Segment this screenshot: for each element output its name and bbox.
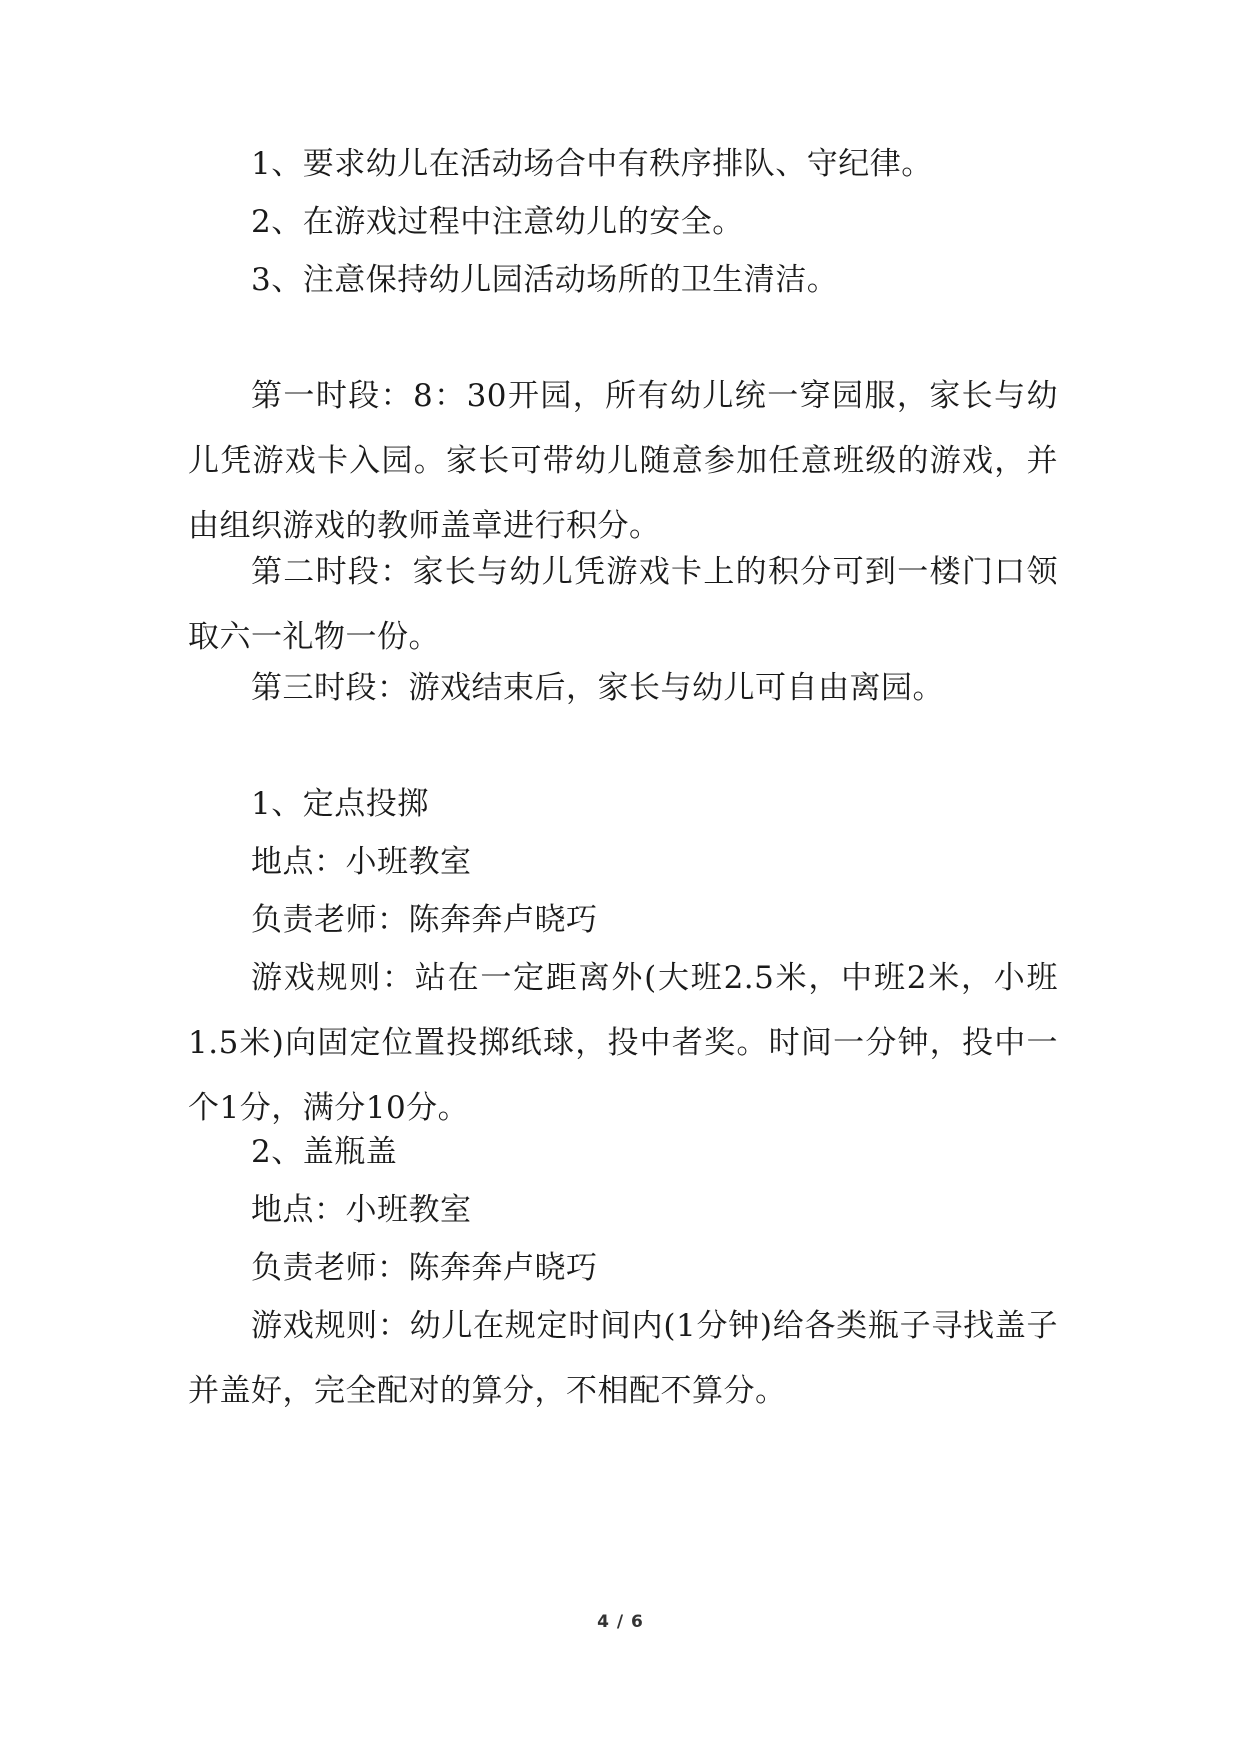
- game-1-title: 1、定点投掷: [251, 786, 429, 822]
- game-2-location: 地点：小班教室: [251, 1192, 472, 1228]
- game-2-teacher: 负责老师：陈奔奔卢晓巧: [251, 1250, 598, 1286]
- page-number: 4 / 6: [597, 1612, 644, 1632]
- schedule-period-3: 第三时段：游戏结束后，家长与幼儿可自由离园。: [251, 670, 944, 706]
- game-2-rules: 游戏规则：幼儿在规定时间内(1分钟)给各类瓶子寻找盖子并盖好，完全配对的算分，不相配不算分。: [188, 1308, 1058, 1409]
- requirement-3: 3、注意保持幼儿园活动场所的卫生清洁。: [251, 262, 839, 298]
- schedule-period-1: 第一时段：8：30开园，所有幼儿统一穿园服，家长与幼儿凭游戏卡入园。家长可带幼儿随意参加任意班级的游戏，并由组织游戏的教师盖章进行积分。: [188, 378, 1058, 544]
- game-2-title: 2、盖瓶盖: [251, 1134, 398, 1170]
- schedule-period-2: 第二时段：家长与幼儿凭游戏卡上的积分可到一楼门口领取六一礼物一份。: [188, 554, 1058, 655]
- game-1-location: 地点：小班教室: [251, 844, 472, 880]
- requirement-2: 2、在游戏过程中注意幼儿的安全。: [251, 204, 744, 240]
- game-1-teacher: 负责老师：陈奔奔卢晓巧: [251, 902, 598, 938]
- game-1-rules: 游戏规则：站在一定距离外(大班2.5米，中班2米，小班1.5米)向固定位置投掷纸球，投中者奖。时间一分钟，投中一个1分，满分10分。: [188, 960, 1058, 1126]
- requirement-1: 1、要求幼儿在活动场合中有秩序排队、守纪律。: [251, 146, 933, 182]
